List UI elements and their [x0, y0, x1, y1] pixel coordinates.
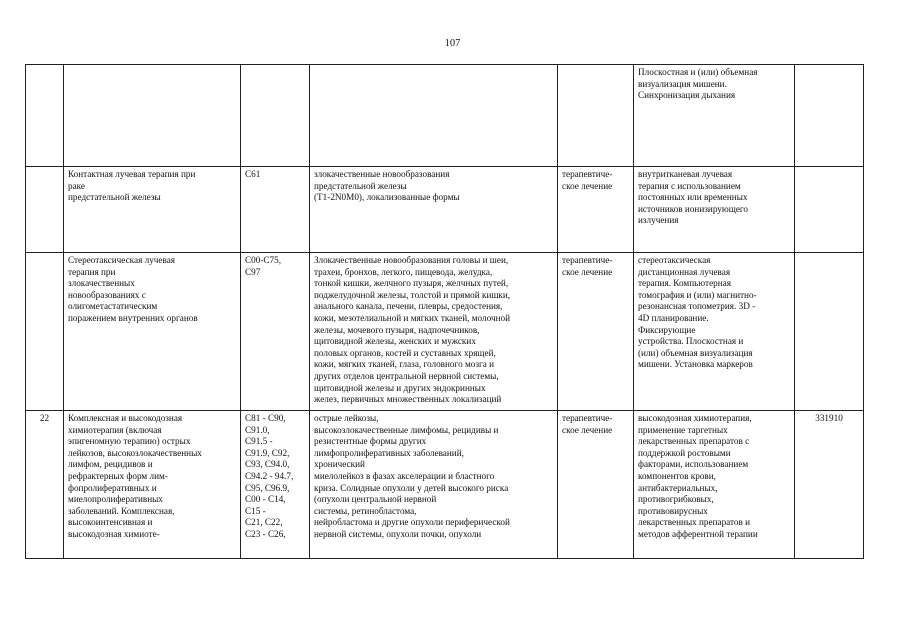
patient-model-cell: [310, 65, 558, 167]
patient-model-line: анального канала, печени, плевры, средостения,: [314, 301, 503, 312]
treatment-method-line: лекарственных препаратов и: [638, 517, 751, 528]
care-type-line: Контактная лучевая терапия при: [68, 169, 196, 179]
treatment-type-cell: [558, 65, 634, 167]
treatment-method-line: терапия. Компьютерная: [638, 278, 731, 289]
treatment-method-line: томография и (или) магнитно-: [638, 289, 757, 300]
icd-codes-cell: [241, 411, 310, 559]
row-number-cell: [26, 167, 64, 253]
care-type-line: лейкозов, высокозлокачественных: [68, 447, 202, 458]
treatment-type-line: терапевтиче-: [562, 255, 613, 265]
treatment-method-cell: [634, 167, 795, 253]
icd-codes-line: C91.5 -: [245, 436, 273, 447]
treatment-method-line: устройства. Плоскостная и: [638, 336, 744, 347]
treatment-method-line: Синхронизация дыхания: [638, 90, 736, 101]
patient-model-cell: [310, 167, 558, 253]
patient-model-line: поджелудочной железы, толстой и прямой кишки,: [314, 289, 511, 300]
tariff-cell: [795, 167, 864, 253]
icd-codes-line: C91.0,: [245, 424, 270, 435]
treatment-method-line: источников ионизирующего: [638, 203, 749, 214]
care-type-line: эпигеномную терапию) острых: [68, 436, 191, 447]
treatment-type-line: ское лечение: [562, 424, 613, 435]
care-type-line: рефрактерных форм лим-: [68, 470, 168, 481]
treatment-method-line: компонентов крови,: [638, 470, 716, 481]
care-type-cell: [64, 65, 241, 167]
treatment-method-line: применение таргетных: [638, 424, 728, 435]
tariff-cell: 331910: [795, 411, 864, 559]
treatment-type-line: ское лечение: [562, 180, 613, 191]
patient-model-line: Злокачественные новообразования головы и шеи,: [314, 255, 509, 265]
icd-codes-line: C23 - C26,: [245, 528, 286, 539]
icd-codes-line: C00 - C14,: [245, 494, 286, 505]
treatment-method-line: постоянных или временных: [638, 192, 748, 203]
patient-model-line: (опухоли центральной нервной: [314, 494, 437, 505]
icd-codes-cell: [241, 167, 310, 253]
treatment-method-cell: [634, 65, 795, 167]
patient-model-cell: [310, 253, 558, 411]
treatment-type-line: терапевтиче-: [562, 413, 613, 423]
treatment-method-line: визуализация мишени.: [638, 78, 727, 89]
row-number-cell: 22: [26, 411, 64, 559]
patient-model-line: нейробластома и другие опухоли периферической: [314, 517, 510, 528]
patient-model-line: миелолейкоз в фазах акселерации и бластного: [314, 470, 495, 481]
patient-model-line: хронический: [314, 459, 365, 470]
tariff-cell: [795, 65, 864, 167]
treatment-type-cell: [558, 411, 634, 559]
patient-model-line: железы, мочевого пузыря, надпочечников,: [314, 324, 480, 335]
treatment-type-line: ское лечение: [562, 266, 613, 277]
icd-codes-line: C95, C96.9,: [245, 482, 290, 493]
patient-model-line: трахеи, бронхов, легкого, пищевода, желудка,: [314, 266, 493, 277]
table-row: [26, 65, 864, 167]
icd-codes-line: C93, C94.0,: [245, 459, 290, 470]
treatment-method-line: терапия с использованием: [638, 180, 741, 191]
care-type-line: новообразованиях с: [68, 289, 146, 300]
care-type-line: заболеваний. Комплексная,: [68, 505, 175, 516]
patient-model-line: острые лейкозы,: [314, 413, 379, 423]
treatment-method-line: Плоскостная и (или) объемная: [638, 67, 758, 77]
treatment-type-cell: [558, 167, 634, 253]
icd-codes-line: C97: [245, 266, 261, 277]
patient-model-line: тонкой кишки, желчного пузыря, желчных путей,: [314, 278, 509, 289]
table-row: [26, 411, 864, 559]
patient-model-line: (T1-2N0M0), локализованные формы: [314, 192, 460, 203]
page-number: 107: [444, 38, 461, 49]
treatment-method-line: противовирусных: [638, 505, 708, 516]
tariff-cell: [795, 253, 864, 411]
care-type-line: фопролиферативных и: [68, 482, 157, 493]
row-number-cell: [26, 253, 64, 411]
care-type-line: раке: [68, 180, 85, 191]
patient-model-line: кожи, мезотелиальной и мягких тканей, молочной: [314, 312, 511, 323]
care-type-line: высокоинтенсивная и: [68, 517, 153, 528]
treatment-method-line: мишени. Установка маркеров: [638, 359, 753, 370]
care-type-line: терапия при: [68, 266, 116, 277]
treatment-method-line: антибактериальных,: [638, 482, 718, 493]
care-type-line: высокодозная химиоте-: [68, 528, 160, 539]
icd-codes-line: C61: [245, 169, 261, 179]
treatment-method-line: 4D планирование.: [638, 312, 709, 323]
patient-model-line: кожи, мягких тканей, глаза, головного мозга и: [314, 359, 495, 370]
care-type-line: миелопролиферативных: [68, 494, 163, 505]
treatment-method-line: методов афферентной терапии: [638, 528, 758, 539]
patient-model-line: щитовидной железы и других эндокринных: [314, 382, 486, 393]
row-number-cell: [26, 65, 64, 167]
treatment-method-line: стереотаксическая: [638, 255, 711, 265]
treatment-method-line: излучения: [638, 215, 679, 226]
icd-codes-cell: [241, 253, 310, 411]
care-type-cell: [64, 253, 241, 411]
patient-model-line: желез, первичных множественных локализаций: [314, 394, 502, 405]
care-type-line: Комплексная и высокодозная: [68, 413, 183, 423]
medical-care-table: [25, 64, 864, 559]
icd-codes-line: C91.9, C92,: [245, 447, 290, 458]
patient-model-line: нервной системы, опухоли почки, опухоли: [314, 528, 482, 539]
icd-codes-cell: [241, 65, 310, 167]
care-type-cell: [64, 411, 241, 559]
care-type-line: химиотерапия (включая: [68, 424, 162, 435]
care-type-line: предстательной железы: [68, 192, 161, 203]
patient-model-line: высокозлокачественные лимфомы, рецидивы и: [314, 424, 499, 435]
patient-model-line: предстательной железы: [314, 180, 407, 191]
patient-model-line: щитовидной железы, женских и мужских: [314, 336, 476, 347]
table-row: [26, 253, 864, 411]
treatment-method-line: лекарственных препаратов с: [638, 436, 750, 447]
care-type-cell: [64, 167, 241, 253]
patient-model-line: половых органов, костей и суставных хрящей,: [314, 347, 496, 358]
treatment-method-cell: [634, 411, 795, 559]
treatment-method-line: резонансная топометрия. 3D -: [638, 301, 756, 312]
treatment-type-cell: [558, 253, 634, 411]
patient-model-line: лимфопролиферативных заболеваний,: [314, 447, 464, 458]
treatment-type-line: терапевтиче-: [562, 169, 613, 179]
care-type-line: Стереотаксическая лучевая: [68, 255, 176, 265]
icd-codes-line: C21, C22,: [245, 517, 283, 528]
treatment-method-line: внутритканевая лучевая: [638, 169, 733, 179]
patient-model-line: других отделов центральной нервной системы,: [314, 370, 499, 381]
icd-codes-line: C81 - C90,: [245, 413, 286, 423]
treatment-method-line: поддержкой ростовыми: [638, 447, 731, 458]
patient-model-line: системы, ретинобластома,: [314, 505, 417, 516]
table-row: [26, 167, 864, 253]
treatment-method-line: факторами, использованием: [638, 459, 749, 470]
icd-codes-line: C15 -: [245, 505, 266, 516]
treatment-method-line: (или) объемная визуализация: [638, 347, 753, 358]
icd-codes-line: C00-C75,: [245, 255, 281, 265]
treatment-method-line: дистанционная лучевая: [638, 266, 731, 277]
patient-model-line: злокачественные новообразования: [314, 169, 450, 179]
care-type-line: злокачественных: [68, 278, 135, 289]
care-type-line: поражением внутренних органов: [68, 312, 198, 323]
treatment-method-cell: [634, 253, 795, 411]
care-type-line: лимфом, рецидивов и: [68, 459, 153, 470]
patient-model-cell: [310, 411, 558, 559]
patient-model-line: криза. Солидные опухоли у детей высокого риска: [314, 482, 509, 493]
care-type-line: олигометастатическим: [68, 301, 158, 312]
icd-codes-line: C94.2 - 94.7,: [245, 470, 294, 481]
treatment-method-line: высокодозная химиотерапия,: [638, 413, 752, 423]
patient-model-line: резистентные формы других: [314, 436, 427, 447]
treatment-method-line: противогрибковых,: [638, 494, 714, 505]
treatment-method-line: Фиксирующие: [638, 324, 696, 335]
